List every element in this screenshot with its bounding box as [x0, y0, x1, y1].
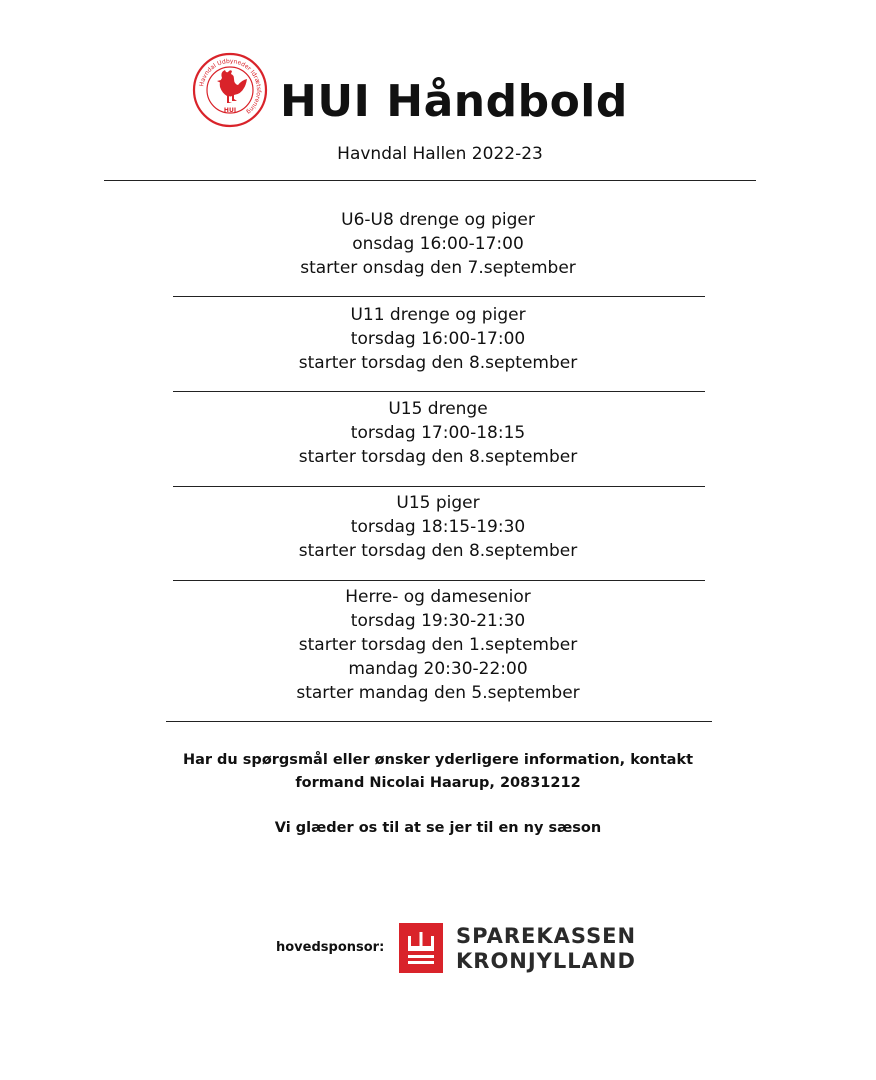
- divider: [173, 296, 705, 297]
- divider: [104, 180, 756, 181]
- team-start: starter torsdag den 8.september: [298, 353, 578, 373]
- divider: [173, 580, 705, 581]
- page-title: HUI Håndbold: [280, 76, 628, 127]
- sponsor-name-line: SPAREKASSEN: [456, 924, 637, 948]
- team-name: U11 drenge og piger: [350, 305, 526, 325]
- sponsor-name: [456, 924, 636, 974]
- sponsor-label: hovedsponsor:: [276, 940, 385, 955]
- team-time: torsdag 19:30-21:30: [350, 611, 526, 631]
- team-start: starter mandag den 5.september: [296, 683, 580, 703]
- team-time: torsdag 18:15-19:30: [350, 517, 526, 537]
- team-name: Herre- og damesenior: [345, 587, 531, 607]
- team-start: starter torsdag den 8.september: [298, 447, 578, 467]
- team-start: starter torsdag den 1.september: [298, 635, 578, 655]
- team-name: U6-U8 drenge og piger: [341, 210, 535, 230]
- contact-info: [0, 749, 876, 795]
- team-time: torsdag 16:00-17:00: [350, 329, 526, 349]
- team-block-u11: [0, 303, 876, 375]
- team-name: U15 piger: [396, 493, 480, 513]
- team-time: torsdag 17:00-18:15: [350, 423, 526, 443]
- venue-season: Havndal Hallen 2022-23: [337, 144, 543, 164]
- divider: [173, 486, 705, 487]
- team-name: U15 drenge: [388, 399, 488, 419]
- team-start: starter onsdag den 7.september: [300, 258, 576, 278]
- hui-club-logo: [192, 52, 268, 128]
- contact-line: Har du spørgsmål eller ønsker yderligere information, kontakt: [182, 752, 694, 768]
- sparekassen-crown-icon: [399, 923, 443, 973]
- logo-abbr: HUI: [223, 107, 237, 114]
- logo-ring-text: Havndal Udbyneder Idrætsforening: [198, 57, 263, 116]
- team-time: mandag 20:30-22:00: [348, 659, 528, 679]
- rooster-icon: [217, 70, 247, 103]
- team-time: onsdag 16:00-17:00: [352, 234, 524, 254]
- team-start: starter torsdag den 8.september: [298, 541, 578, 561]
- team-block-u15-piger: [0, 491, 876, 563]
- team-block-u15-drenge: [0, 397, 876, 469]
- team-block-senior: [0, 585, 876, 705]
- divider: [173, 391, 705, 392]
- team-block-u6-u8: [0, 208, 876, 280]
- contact-line: formand Nicolai Haarup, 20831212: [295, 775, 581, 791]
- closing-message: Vi glæder os til at se jer til en ny sæson: [274, 820, 602, 836]
- divider: [166, 721, 712, 722]
- sponsor-name-line: KRONJYLLAND: [456, 949, 636, 973]
